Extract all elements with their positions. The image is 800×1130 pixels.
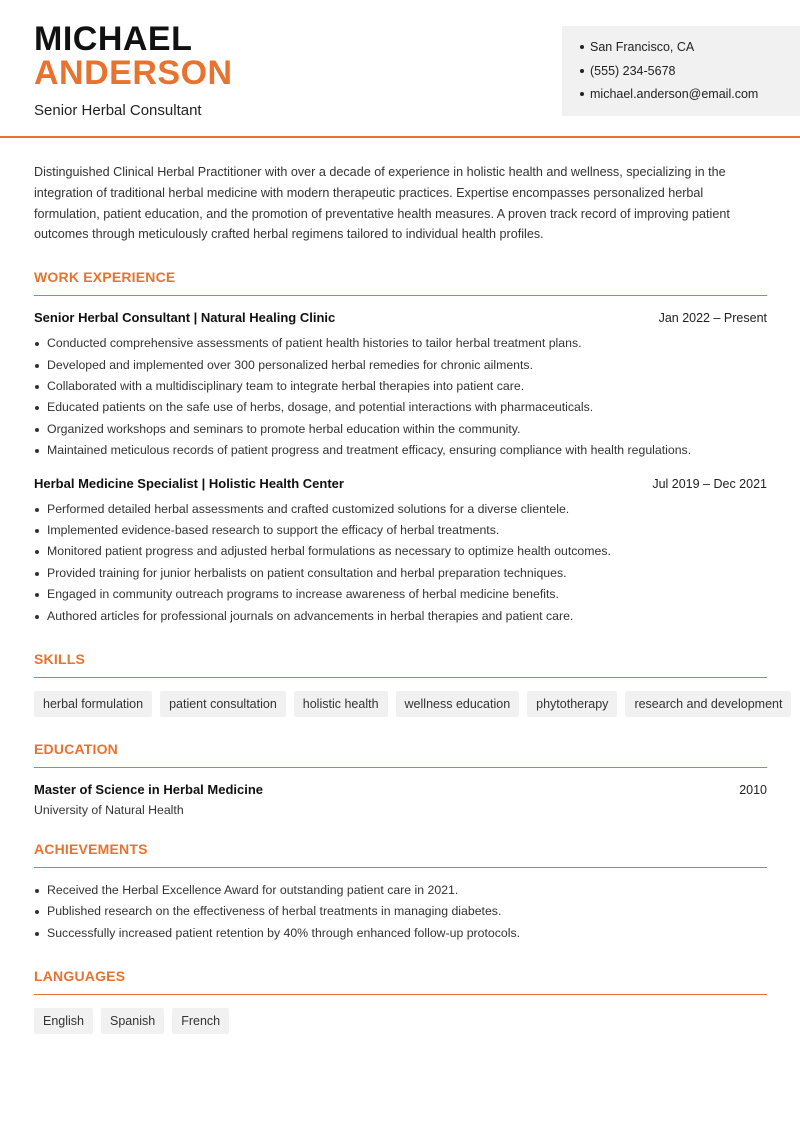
achievement-item: Published research on the effectiveness of herbal treatments in managing diabetes. <box>34 901 767 922</box>
job-role: Senior Herbal Consultant | Natural Healing Clinic <box>34 310 336 326</box>
job-header <box>34 476 767 491</box>
achievements-list <box>34 880 767 944</box>
job-header <box>34 310 767 325</box>
job-role: Herbal Medicine Specialist | Holistic Health Center <box>34 475 344 491</box>
resume-content <box>34 162 783 1034</box>
job-bullet: Collaborated with a multidisciplinary team to integrate herbal therapies into patient care. <box>34 376 767 397</box>
contact-phone: (555) 234-5678 <box>580 60 800 84</box>
language-chip: English <box>34 1008 93 1034</box>
skill-chip: wellness education <box>396 691 520 717</box>
language-chip: Spanish <box>101 1008 164 1034</box>
education-header <box>34 782 767 797</box>
skills-list <box>34 691 783 717</box>
name-block <box>34 22 233 119</box>
job-bullet: Performed detailed herbal assessments and crafted customized solutions for a diverse clientele. <box>34 499 767 520</box>
resume-header <box>0 0 800 138</box>
job-bullet: Implemented evidence-based research to support the efficacy of herbal treatments. <box>34 520 767 541</box>
education-year: 2010 <box>739 783 767 798</box>
skill-chip: holistic health <box>294 691 388 717</box>
language-chip: French <box>172 1008 229 1034</box>
skill-chip: patient consultation <box>160 691 286 717</box>
contact-list <box>580 36 800 107</box>
contact-email[interactable]: michael.anderson@email.com <box>580 83 800 107</box>
job-bullet: Authored articles for professional journals on advancements in herbal therapies and patient care. <box>34 606 767 627</box>
job-bullet: Organized workshops and seminars to promote herbal education within the community. <box>34 419 767 440</box>
education-school: University of Natural Health <box>34 803 184 818</box>
section-title-skills: SKILLS <box>34 651 767 678</box>
languages-list <box>34 1008 767 1034</box>
section-title-education: EDUCATION <box>34 741 767 768</box>
job-bullet: Monitored patient progress and adjusted herbal formulations as necessary to optimize health outcomes. <box>34 541 767 562</box>
job-bullet: Conducted comprehensive assessments of patient health histories to tailor herbal treatment plans. <box>34 333 767 354</box>
section-title-achievements: ACHIEVEMENTS <box>34 841 767 868</box>
first-name: MICHAEL <box>34 20 193 58</box>
last-name: ANDERSON <box>34 54 233 92</box>
contact-location: San Francisco, CA <box>580 36 800 60</box>
skill-chip: research and development <box>625 691 791 717</box>
job-entry <box>34 476 767 627</box>
contact-box <box>562 26 800 116</box>
job-dates: Jan 2022 – Present <box>658 311 767 326</box>
skill-chip: phytotherapy <box>527 691 617 717</box>
skill-chip: herbal formulation <box>34 691 152 717</box>
section-title-languages: LANGUAGES <box>34 968 767 995</box>
job-dates: Jul 2019 – Dec 2021 <box>652 476 767 491</box>
summary: Distinguished Clinical Herbal Practitioner with over a decade of experience in holistic health and wellness, specializing in the integration of traditional herbal medicine with modern therapeutic practices. Expertise encompasses personalized herbal formulation, patient education, and the promotion of preventative health measures. A proven track record of improving patient outcomes through meticulously crafted herbal regimens tailored to individual health profiles. <box>34 165 730 242</box>
job-bullet: Educated patients on the safe use of herbs, dosage, and potential interactions with pharmaceuticals. <box>34 397 767 418</box>
job-bullet: Maintained meticulous records of patient progress and treatment efficacy, ensuring compliance with health regulations. <box>34 440 767 461</box>
achievement-item: Received the Herbal Excellence Award for outstanding patient care in 2021. <box>34 880 767 901</box>
achievement-item: Successfully increased patient retention by 40% through enhanced follow-up protocols. <box>34 923 767 944</box>
education-degree: Master of Science in Herbal Medicine <box>34 782 264 798</box>
job-bullets <box>34 333 767 461</box>
job-bullet: Provided training for junior herbalists on patient consultation and herbal preparation techniques. <box>34 563 767 584</box>
job-bullet: Developed and implemented over 300 personalized herbal remedies for chronic ailments. <box>34 355 767 376</box>
job-bullet: Engaged in community outreach programs to increase awareness of herbal medicine benefits. <box>34 584 767 605</box>
job-bullets <box>34 499 767 627</box>
section-title-work-experience: WORK EXPERIENCE <box>34 269 767 296</box>
job-entry <box>34 310 767 461</box>
job-title: Senior Herbal Consultant <box>34 102 202 119</box>
